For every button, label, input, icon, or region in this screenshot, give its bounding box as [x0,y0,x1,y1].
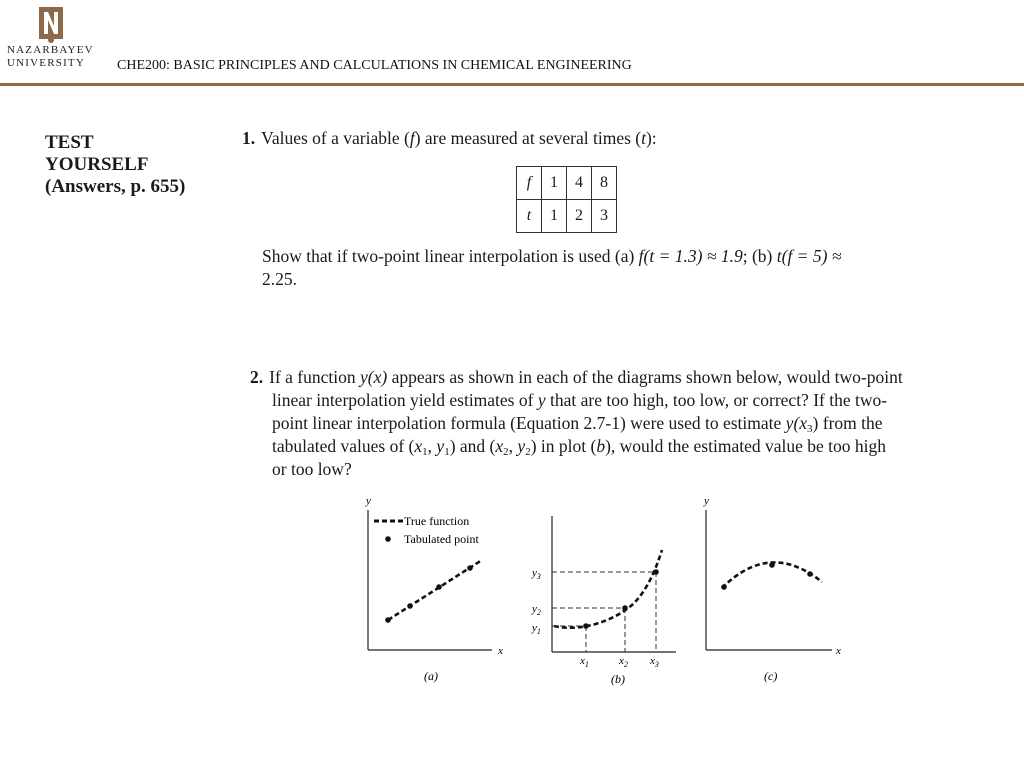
q2-l4-s1b: 1 [444,446,450,458]
q1-expr-a: f(t = 1.3) ≈ 1.9 [638,246,743,266]
q2-line4 [250,435,980,458]
plot-c-x-label: x [836,645,841,657]
test-yourself-heading [45,132,185,198]
table-row-t [517,200,617,233]
q2-l4-x2: x [495,436,504,456]
plot-b-y2-label: $y_2$ [532,603,541,617]
course-title: CHE200: BASIC PRINCIPLES AND CALCULATIONS IN CHEMICAL ENGINEERING [117,58,632,73]
question-2-prompt [250,366,980,481]
q2-l4f: ) in plot ( [530,436,597,456]
q2-l4-s2b: 2 [525,446,531,458]
q2-l1-var: y(x) [360,367,388,387]
plot-b-x3-label: $x_3$ [650,655,659,669]
q2-l1b: appears as shown in each of the diagrams shown below, would two-point [387,367,903,387]
q1-show-line1 [262,245,841,268]
plot-b-caption: (b) [611,672,625,686]
plot-b-point-2 [622,605,628,611]
table-cell: 3 [592,200,617,233]
heading-line3: (Answers, p. 655) [45,176,186,197]
q1-show-b: ; (b) [742,246,777,266]
plot-b-y1-label: $y_1$ [532,622,541,636]
q2-l4c: , [427,436,437,456]
table-cell: 1 [542,200,567,233]
plot-c-caption: (c) [764,669,778,683]
legend-dot [385,536,391,542]
table-cell: t [517,200,542,233]
question-2-number: 2. [250,367,264,387]
university-line1: NAZARBAYEV [7,44,94,56]
q2-l3-var: y(x [785,413,808,433]
plot-c-point [769,562,775,568]
legend-tabulated-point: Tabulated point [404,532,479,546]
q1-text-c: ): [645,128,657,148]
university-name [7,44,94,70]
plot-b-y3-label: $y_3$ [532,567,541,581]
plot-c-point [721,584,727,590]
plot-b-x2-label: $x_2$ [619,655,628,669]
q2-l3-sub: 3 [807,423,813,435]
question-1-number: 1. [242,128,256,148]
plot-b-point-3 [653,569,659,575]
plot-a-caption: (a) [424,669,438,683]
heading-line1: TEST [45,132,94,153]
q2-l3a: point linear interpolation formula (Equation 2.7-1) were used to estimate [272,413,786,433]
plot-a-point [385,617,391,623]
q2-l4e: , [508,436,518,456]
plot-a [365,495,503,683]
q1-text-b: ) are measured at several times ( [414,128,642,148]
q1-var-f: f [409,128,415,148]
legend-true-function: True function [404,514,470,528]
interpolation-diagrams [340,492,860,692]
table-cell: f [517,167,542,200]
question-1-prompt [242,127,657,150]
university-logo [38,6,64,44]
question-1-show-text [262,245,841,291]
q1-expr-b: t(f = 5) ≈ [776,246,842,266]
table-cell: 8 [592,167,617,200]
q2-l4-s2: 2 [503,446,509,458]
diagrams-svg [340,492,860,692]
q2-line5: or too low? [272,459,352,479]
table-cell: 4 [567,167,592,200]
q2-line2 [250,389,980,412]
plot-c [703,495,841,683]
q2-l4g: ), would the estimated value be too high [605,436,886,456]
q2-l4d: ) and ( [449,436,496,456]
heading-line2: YOURSELF [45,154,149,175]
q1-var-t: t [641,128,646,148]
q2-l4-y2: y [517,436,526,456]
plot-a-point [467,565,473,571]
q2-l4-y1: y [436,436,445,456]
q2-l2a: linear interpolation yield estimates of [272,390,538,410]
plot-c-y-label: y [704,495,709,507]
q2-l3b: ) from the [812,413,883,433]
q2-l4-x1: x [414,436,423,456]
q2-line1 [250,366,980,389]
q2-l4-s1: 1 [422,446,428,458]
plot-a-x-label: x [498,645,503,657]
plot-a-y-label: y [366,495,371,507]
q1-text-a: Values of a variable ( [261,128,410,148]
q2-l2b: that are too high, too low, or correct? If the two- [545,390,888,410]
table-cell: 1 [542,167,567,200]
university-line2: UNIVERSITY [7,57,85,69]
table-cell: 2 [567,200,592,233]
q1-show-a: Show that if two-point linear interpolation is used (a) [262,246,639,266]
plot-a-point [407,603,413,609]
q2-l1a: If a function [269,367,360,387]
plot-b-point-1 [583,623,589,629]
plot-b-x1-label: $x_1$ [580,655,589,669]
q2-l4-bvar: b [596,436,606,456]
plot-a-point [436,584,442,590]
plot-b-true-function [554,550,662,628]
q2-line3 [250,412,980,435]
plot-c-point [807,571,813,577]
interpolation-table [516,166,617,233]
q1-show-line2: 2.25. [262,269,297,289]
q2-l4a: tabulated values of ( [272,436,415,456]
table-row-f [517,167,617,200]
q2-l2-var: y [537,390,546,410]
plot-b [531,516,676,686]
header-divider [0,83,1024,86]
